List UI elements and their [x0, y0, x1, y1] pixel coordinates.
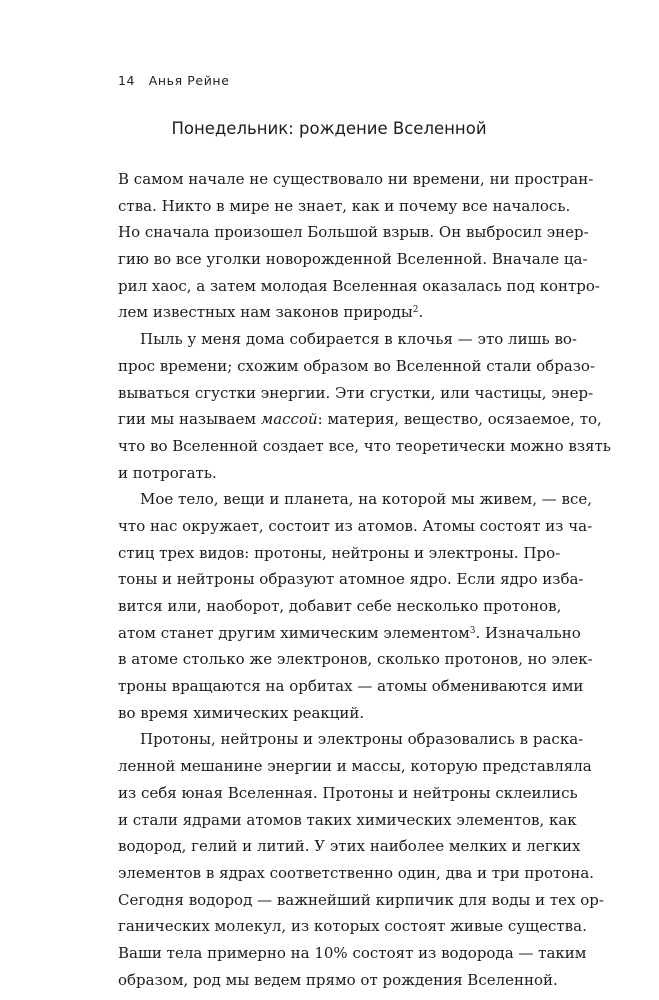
- text-line: [118, 406, 602, 433]
- text-fragment: : материя, вещество, осязаемое, то,: [317, 410, 602, 429]
- text-fragment: атом станет другим химическим элементом: [118, 623, 470, 642]
- text-fragment: лем известных нам законов природы: [118, 303, 413, 322]
- text-line: элементов в ядрах соответственно один, два и три протона.: [118, 863, 595, 882]
- text-line: Мое тело, вещи и планета, на которой мы живем, — все,: [140, 490, 593, 509]
- text-line: стиц трех видов: протоны, нейтроны и электроны. Про-: [118, 543, 561, 562]
- footnote-ref: 2: [412, 305, 419, 316]
- text-line: в атоме столько же электронов, сколько протонов, но элек-: [118, 650, 593, 669]
- text-line: прос времени; схожим образом во Вселенной стали образо-: [118, 356, 596, 375]
- text-line: ганических молекул, из которых состоят живые существа.: [118, 917, 587, 936]
- text-line: рил хаос, а затем молодая Вселенная оказалась под контро-: [118, 276, 600, 295]
- text-line: Но сначала произошел Большой взрыв. Он выбросил энер-: [118, 223, 589, 242]
- text-line: и стали ядрами атомов таких химических элементов, как: [118, 810, 577, 829]
- text-line: Протоны, нейтроны и электроны образовались в раска-: [140, 730, 584, 749]
- text-line: что во Вселенной создает все, что теоретически можно взять: [118, 436, 611, 455]
- text-line: лем известных нам законов природы$^2$.: [118, 303, 424, 322]
- text-line: В самом начале не существовало ни времени, ни простран-: [118, 170, 594, 188]
- text-line: что нас окружает, состоит из атомов. Атомы состоят из ча-: [118, 516, 593, 535]
- text-line: Пыль у меня дома собирается в клочья — это лишь во-: [140, 330, 577, 349]
- footnote-ref: 3: [469, 625, 476, 636]
- text-line: во время химических реакций.: [118, 703, 365, 722]
- running-head: [118, 73, 230, 88]
- text-line: ленной мешанине энергии и массы, которую представляла: [118, 757, 592, 776]
- text-line: Ваши тела примерно на 10% состоят из водорода — таким: [118, 943, 587, 962]
- text-line: тоны и нейтроны образуют атомное ядро. Если ядро изба-: [118, 570, 584, 589]
- chapter-title: Понедельник: рождение Вселенной: [171, 119, 487, 138]
- author-name: Анья Рейне: [148, 73, 230, 88]
- emphasis-term: массой: [260, 410, 318, 429]
- text-line: из себя юная Вселенная. Протоны и нейтроны склеились: [118, 783, 578, 802]
- text-line: образом, род мы ведем прямо от рождения Вселенной.: [118, 970, 558, 989]
- body-text: [118, 166, 611, 993]
- text-line: ства. Никто в мире не знает, как и почему все началось.: [118, 196, 571, 215]
- text-line: [118, 620, 581, 647]
- text-line: и потрогать.: [118, 463, 217, 482]
- text-fragment: гии мы называем: [118, 410, 261, 429]
- page-number: 14: [118, 73, 136, 88]
- text-line: вываться сгустки энергии. Эти сгустки, или частицы, энер-: [118, 383, 594, 402]
- text-line: гию во все уголки новорожденной Вселенной. Вначале ца-: [118, 250, 588, 269]
- text-line: водород, гелий и литий. У этих наиболее мелких и легких: [118, 837, 581, 856]
- text-line: троны вращаются на орбитах — атомы обмениваются ими: [118, 677, 584, 696]
- text-line: Сегодня водород — важнейший кирпичик для воды и тех ор-: [118, 890, 604, 909]
- text-line: вится или, наоборот, добавит себе несколько протонов,: [118, 597, 562, 615]
- text-fragment: . Изначально: [475, 623, 581, 642]
